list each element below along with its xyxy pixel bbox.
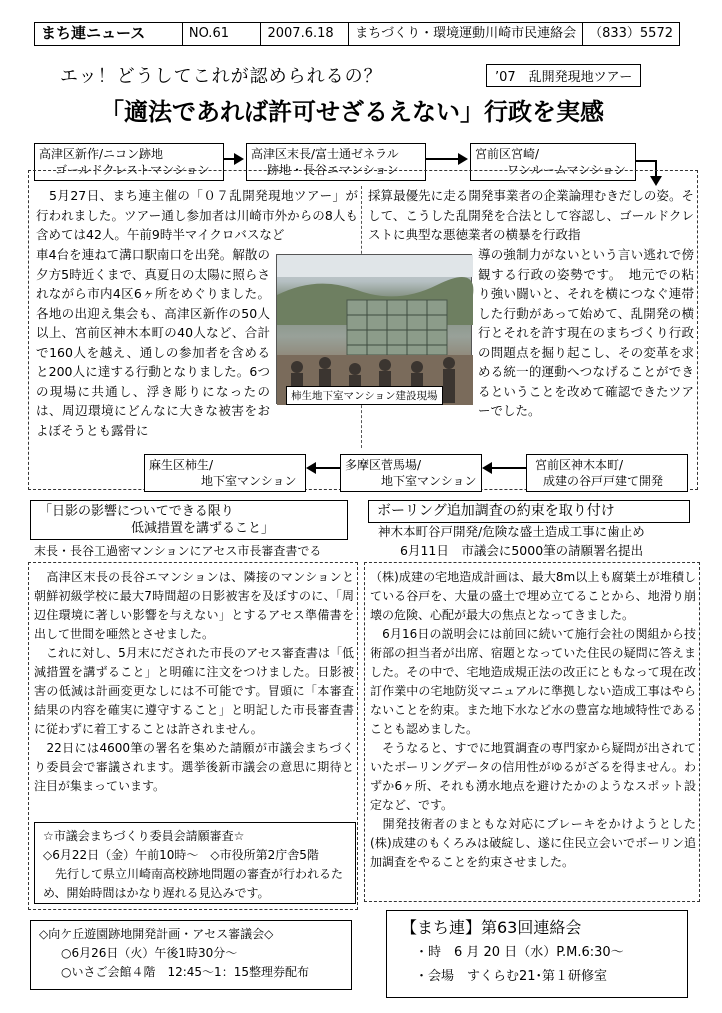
route-arrow-1 — [224, 158, 234, 160]
route-stop-2-line1: 高津区末長/富士通ゼネラル — [251, 147, 399, 161]
issue-date: 2007.6.18 — [261, 23, 349, 45]
construction-site-photo — [276, 254, 472, 404]
mukaigaoka-assessment-box — [30, 920, 352, 990]
route-arrow-4 — [492, 467, 526, 469]
article2-body — [34, 568, 354, 796]
newsletter-logo: まち連ニュース — [35, 23, 183, 45]
council-review-note: 先行して県立川崎南高校跡地問題の審査が行われるため、開始時間はかなり遅れる見込みです。 — [43, 867, 344, 900]
route-arrow-5-head — [306, 462, 316, 474]
route-stop-4-line1: 宮前区神木本町/ — [535, 458, 624, 472]
route-stop-5 — [340, 454, 482, 492]
route-arrow-1-head — [234, 153, 244, 165]
article2-paragraph-2: これに対し、5月末にだされた市長のアセス審査書は「低減措置を講ずること」と明確に注文をつけました。日影被害の低減は計画変更なしには不可能です。冒頭に「本審査結果の内容を確実に遵守すること」と明記した市長審査書に従わずに着工することは許されません。 — [34, 646, 354, 736]
route-stop-5-line2: 地下室マンション — [381, 474, 477, 488]
tour-tag: ’07 乱開発現地ツアー — [486, 64, 641, 87]
route-stop-6-line1: 麻生区柿生/ — [149, 458, 214, 472]
route-stop-6 — [144, 454, 306, 492]
article3-headline-box: ボーリング追加調査の約束を取り付け — [368, 500, 690, 523]
route-stop-4 — [526, 454, 688, 492]
article1-left-top: 5月27日、まち連主催の「０７乱開発現地ツアー」が行われました。ツアー通し参加者は川崎市外からの8人も含めては42人。午前9時半マイクロバスなど — [36, 188, 358, 242]
article2-subhead: 末長・長谷工過密マンションにアセス市長審査書でる — [34, 544, 322, 558]
meeting-title: 【まち連】第63回連絡会 — [401, 918, 582, 937]
route-stop-3-line1: 宮前区宮崎/ — [475, 147, 540, 161]
council-review-title: ☆市議会まちづくり委員会請願審査☆ — [43, 829, 245, 843]
organization-name: まちづくり・環境運動川崎市民連絡会 — [349, 23, 583, 45]
issue-number: NO.61 — [183, 23, 262, 45]
mukaigaoka-datetime: ○6月26日（火）午後1時30分～ — [61, 946, 238, 960]
route-arrow-2-head — [458, 153, 468, 165]
newsletter-header — [34, 22, 680, 46]
route-stop-5-line1: 多摩区菅馬場/ — [345, 458, 422, 472]
article1-right-body: 導の強制力がないという言い逃れで傍観する行政の姿勢です。 地元での粘り強い闘いと、それを横につなぐ連帯した行動があって始めて、乱開発の横行とそれを許す現在のまちづくり行政の問題点を掘り起こし、その変革を求める統一的運動へつなげることができるということを改めて確認できたツアーでした。 — [478, 247, 694, 418]
mukaigaoka-venue: ○いさご会館４階 12:45～1：15整理券配布 — [61, 965, 309, 979]
article3-subhead-2: 6月11日 市議会に5000筆の請願署名提出 — [400, 543, 644, 558]
route-stop-2-line2: 跡地・長谷エマンション — [267, 163, 399, 177]
route-stop-1-line1: 高津区新作/ニコン跡地 — [39, 147, 164, 161]
meeting-venue: ・会場 すくらむ21･第１研修室 — [415, 969, 608, 984]
route-arrow-3 — [636, 160, 656, 162]
council-review-box — [34, 822, 356, 904]
route-stop-1-line2: ゴールドクレストマンション — [55, 163, 210, 177]
meeting-date: ・時 6 月 20 日（水）P.M.6:30～ — [415, 945, 624, 960]
phone-number: （833）5572 — [589, 26, 673, 41]
article2-headline-line1: 「日影の影響についてできる限り — [39, 504, 234, 519]
subheading: エッ！どうしてこれが認められるの？ — [60, 66, 383, 87]
route-arrow-2 — [426, 158, 458, 160]
article3-paragraph-3: そうなると、すでに地質調査の専門家から疑問が出されていたボーリングデータの信用性がゆるがざるを得ません。わずか6ヶ所、それも湧水地点を避けたかのようなスポット設定など、です。 — [370, 741, 696, 812]
article2-headline-line2: 低減措置を講ずること」 — [131, 521, 275, 536]
council-review-datetime: ◇6月22日（金）午前10時～ ◇市役所第2庁舎5階 — [43, 848, 319, 862]
article3-paragraph-4: 開発技術者のまともな対応にブレーキをかけようとした(株)成建のもくろみは破綻し、遂に住民立会いでボーリン追加調査をやることを約束させました。 — [370, 817, 696, 869]
article2-paragraph-3: 22日には4600筆の署名を集めた請願が市議会まちづくり委員会で審議されます。選挙後新市議会の意思に期待と注目が集まっています。 — [34, 741, 354, 793]
article3-subhead-1: 神木本町谷戸開発/危険な盛土造成工事に歯止め — [378, 524, 645, 539]
route-stop-6-line2: 地下室マンション — [201, 474, 297, 488]
article2-headline-box — [30, 500, 348, 540]
route-stop-4-line2: 成建の谷戸戸建て開発 — [543, 474, 664, 488]
article1-left-body: 車4台を連ねて溝口駅南口を出発。解散の夕方5時近くまで、真夏日の太陽に照らされながら市内4区6ヶ所をめぐりました。各地の出迎え集会も、高津区新作の50人以上、宮前区神木本町の40人など、合計で160人を越え、通しの参加者を含めると200人に達する行動となりました。6つの現場に共通し、浮き彫りになったのは、周辺環境にどんなに大きな被害をおよぼそうとも露骨に — [36, 247, 270, 438]
route-stop-3-line2: ワンルームマンション — [507, 163, 626, 177]
article3-body — [370, 568, 696, 872]
article3-paragraph-1: （株)成建の宅地造成計画は、最大8m以上も腐葉土が堆積している谷戸を、大量の盛土で埋め立てることから、地滑り崩壊の危険、心配が最大の焦点となってきました。 — [370, 570, 696, 622]
route-arrow-5 — [316, 467, 340, 469]
article3-paragraph-2: 6月16日の説明会には前回に続いて施行会社の関組から技術部の担当者が出席、宿題となっていた住民の疑問に答えました。その中で、宅地造成規正法の改正にともなって現在改訂作業中の宅地防災マニュアルに準拠しない造成工事はやらないことを約束。また地下水など水の豊富な地域特性であることも認めました。 — [370, 627, 696, 736]
article1-right-top: 採算最優先に走る開発事業者の企業論理むきだしの姿。そして、こうした乱開発を合法として容認し、ゴールドクレストに典型な悪徳業者の横暴を行政指 — [368, 188, 694, 242]
mukaigaoka-title: ◇向ケ丘遊園跡地開発計画・アセス審議会◇ — [39, 927, 274, 941]
meeting-notice-box — [386, 910, 688, 998]
route-arrow-4-head — [482, 462, 492, 474]
photo-caption: 柿生地下室マンション建設現場 — [286, 386, 443, 405]
article2-paragraph-1: 高津区末長の長谷エマンションは、隣接のマンションと朝鮮初級学校に最大7時間超の日影被害を及ぼすのに、「周辺住環境に著しい影響を与えない」とするアセス準備書を出して世間を唖然とさせました。 — [34, 570, 354, 641]
main-title: 「適法であれば許可せざるえない」行政を実感 — [100, 98, 604, 126]
